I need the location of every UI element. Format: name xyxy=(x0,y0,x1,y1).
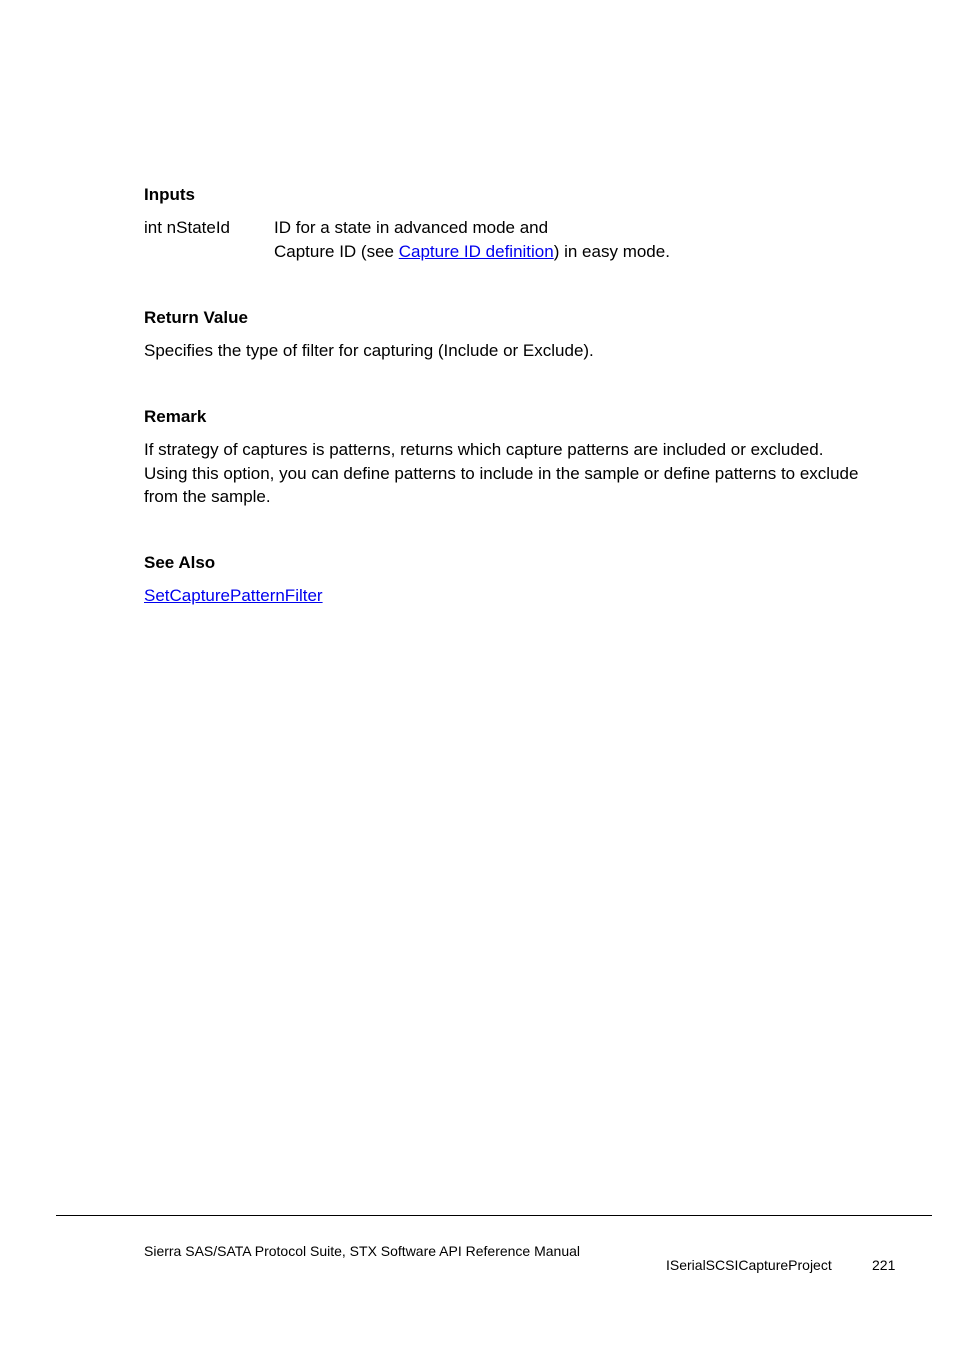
see-also-list xyxy=(144,584,323,608)
input-param-description xyxy=(274,216,670,263)
return-value-heading: Return Value xyxy=(144,308,248,327)
input-desc-line1: ID for a state in advanced mode and xyxy=(274,218,549,237)
set-capture-pattern-filter-link[interactable]: SetCapturePatternFilter xyxy=(144,586,323,605)
input-desc-prefix: Capture ID (see xyxy=(274,241,399,261)
remark-text xyxy=(144,438,858,509)
remark-line3: from the sample. xyxy=(144,487,271,506)
input-param-name: int nStateId xyxy=(144,218,231,237)
input-desc-line2 xyxy=(274,240,670,264)
footer-section-name: ISerialSCSICaptureProject xyxy=(666,1257,832,1273)
remark-line2: Using this option, you can define patterns to include in the sample or define patterns to exclude xyxy=(144,463,859,483)
return-value-text: Specifies the type of filter for capturing (Include or Exclude). xyxy=(144,341,594,360)
inputs-heading: Inputs xyxy=(144,185,195,204)
see-also-heading: See Also xyxy=(144,553,216,572)
footer-page-number: 221 xyxy=(872,1257,896,1273)
capture-id-definition-link[interactable]: Capture ID definition xyxy=(398,241,554,261)
footer-divider xyxy=(56,1215,932,1216)
remark-line1: If strategy of captures is patterns, returns which capture patterns are included or excluded. xyxy=(144,440,824,459)
footer-manual-title: Sierra SAS/SATA Protocol Suite, STX Software API Reference Manual xyxy=(144,1243,581,1259)
input-desc-suffix: ) in easy mode. xyxy=(553,241,670,261)
remark-heading: Remark xyxy=(144,407,207,426)
